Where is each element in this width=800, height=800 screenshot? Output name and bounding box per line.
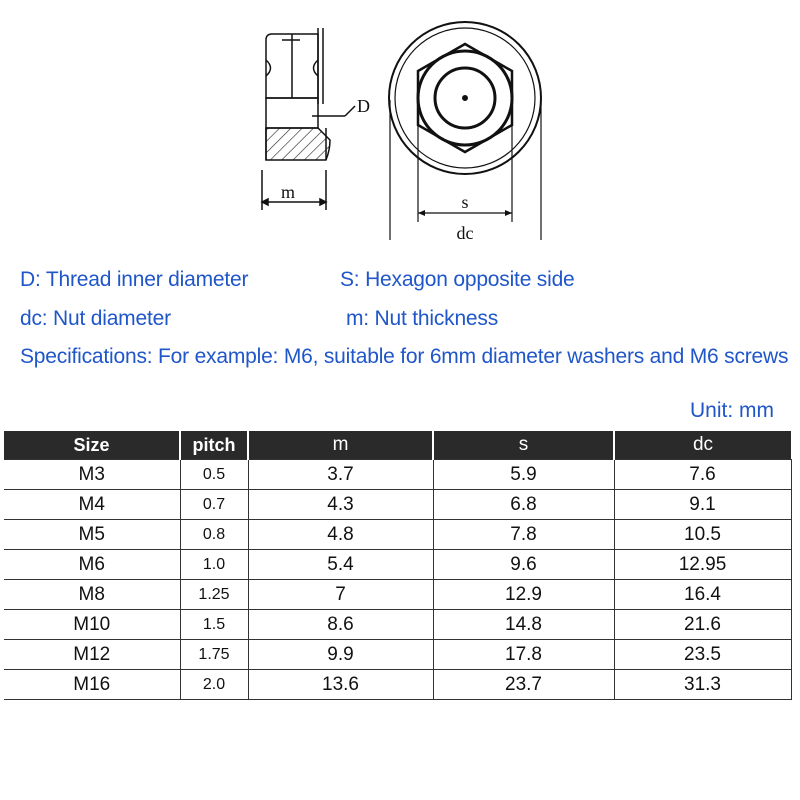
- cell-s: 12.9: [433, 580, 614, 610]
- cell-size: M10: [4, 610, 180, 640]
- cell-s: 14.8: [433, 610, 614, 640]
- cell-dc: 7.6: [614, 460, 791, 490]
- header-pitch: pitch: [180, 431, 248, 460]
- cell-m: 3.7: [248, 460, 433, 490]
- cell-size: M8: [4, 580, 180, 610]
- cell-pitch: 0.8: [180, 520, 248, 550]
- cell-size: M4: [4, 490, 180, 520]
- cell-s: 9.6: [433, 550, 614, 580]
- cell-pitch: 0.7: [180, 490, 248, 520]
- cell-dc: 31.3: [614, 670, 791, 700]
- header-s: s: [433, 431, 614, 460]
- cell-s: 5.9: [433, 460, 614, 490]
- label-s: s: [461, 192, 469, 212]
- cell-size: M3: [4, 460, 180, 490]
- cell-pitch: 1.75: [180, 640, 248, 670]
- cell-size: M6: [4, 550, 180, 580]
- legend-nut-diameter: dc: Nut diameter: [20, 307, 171, 330]
- table-row: [4, 550, 791, 580]
- cell-dc: 23.5: [614, 640, 791, 670]
- label-m: m: [280, 182, 296, 202]
- table-row: [4, 490, 791, 520]
- legend-nut-thickness: m: Nut thickness: [346, 307, 499, 330]
- cell-m: 7: [248, 580, 433, 610]
- unit-label: Unit: mm: [690, 399, 774, 422]
- cell-s: 23.7: [433, 670, 614, 700]
- cell-dc: 9.1: [614, 490, 791, 520]
- cell-pitch: 1.0: [180, 550, 248, 580]
- legend-specifications: Specifications: For example: M6, suitable for 6mm diameter washers and M6 screws: [20, 345, 789, 368]
- header-m: m: [248, 431, 433, 460]
- cell-dc: 12.95: [614, 550, 791, 580]
- cell-m: 4.3: [248, 490, 433, 520]
- label-dc: dc: [456, 223, 474, 243]
- cell-s: 7.8: [433, 520, 614, 550]
- table-row: [4, 460, 791, 490]
- side-view: [262, 28, 355, 210]
- cell-pitch: 2.0: [180, 670, 248, 700]
- table-row: [4, 520, 791, 550]
- table-header-row: [4, 431, 791, 460]
- cell-size: M12: [4, 640, 180, 670]
- cell-pitch: 0.5: [180, 460, 248, 490]
- cell-s: 17.8: [433, 640, 614, 670]
- cell-s: 6.8: [433, 490, 614, 520]
- header-dc: dc: [614, 431, 791, 460]
- cell-m: 8.6: [248, 610, 433, 640]
- table-row: [4, 610, 791, 640]
- nut-technical-drawing: [0, 0, 800, 250]
- cell-size: M5: [4, 520, 180, 550]
- cell-size: M16: [4, 670, 180, 700]
- header-size: Size: [4, 431, 180, 460]
- cell-dc: 21.6: [614, 610, 791, 640]
- table-row: [4, 580, 791, 610]
- cell-pitch: 1.25: [180, 580, 248, 610]
- cell-dc: 10.5: [614, 520, 791, 550]
- cell-m: 13.6: [248, 670, 433, 700]
- legend-thread-diameter: D: Thread inner diameter: [20, 268, 249, 291]
- cell-dc: 16.4: [614, 580, 791, 610]
- cell-m: 9.9: [248, 640, 433, 670]
- cell-pitch: 1.5: [180, 610, 248, 640]
- cell-m: 4.8: [248, 520, 433, 550]
- cell-m: 5.4: [248, 550, 433, 580]
- legend-hexagon-side: S: Hexagon opposite side: [340, 268, 575, 291]
- table-row: [4, 640, 791, 670]
- table-row: [4, 670, 791, 700]
- label-D: D: [357, 96, 370, 116]
- spec-table: [4, 431, 792, 700]
